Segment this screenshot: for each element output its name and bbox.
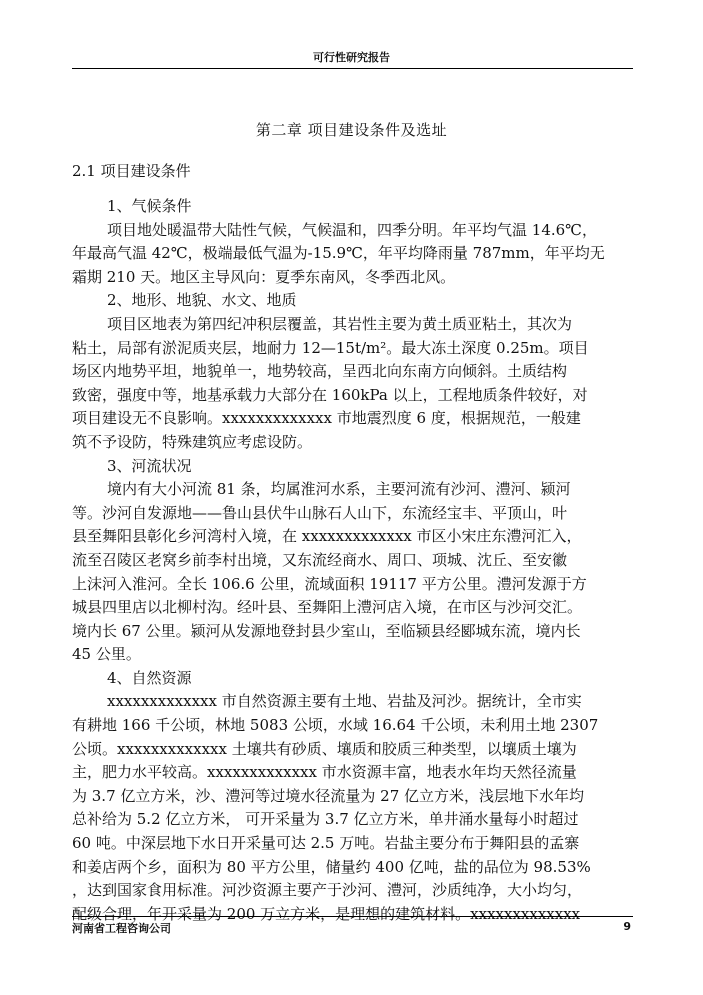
text-line: 县至舞阳县彰化乡河湾村入境，在 xxxxxxxxxxxxx 市区小宋庄东澧河汇入， [72,527,582,546]
text-line: 4、自然资源 [107,668,192,687]
text-line: xxxxxxxxxxxxx 市自然资源主要有土地、岩盐及河沙。据统计，全市实 [107,692,582,711]
text-line: 场区内地势平坦，地貌单一，地势较高，呈西北向东南方向倾斜。土质结构 [72,362,568,381]
text-line: 2、地形、地貌、水文、地质 [107,291,297,310]
footer-company: 河南省工程咨询公司 [72,922,171,935]
text-line: 60 吨。中深层地下水日开采量可达 2.5 万吨。岩盐主要分布于舞阳县的孟寨 [72,834,580,853]
text-line: 配级合理，年开采量为 200 万立方米，是理想的建筑材料。xxxxxxxxxxxxx [72,904,581,923]
chapter-title: 第二章 项目建设条件及选址 [255,121,448,139]
text-line: 1、气候条件 [107,197,192,215]
page-number: 9 [623,920,631,933]
text-line: 3、河流状况 [107,456,192,475]
text-line: 流至召陵区老窝乡前李村出境，又东流经商水、周口、项城、沈丘、至安徽 [72,550,568,569]
section-title: 2.1 项目建设条件 [72,162,191,180]
text-line: 公顷。xxxxxxxxxxxxx 土壤共有砂质、壤质和胶质三种类型，以壤质土壤为 [72,739,577,758]
text-line: 等。沙河自发源地——鲁山县伏牛山脉石人山下，东流经宝丰、平顶山，叶 [72,503,568,522]
text-line: 粘土，局部有淤泥质夹层，地耐力 12—15t/m²。最大冻土深度 0.25m。项目 [72,338,589,357]
text-line: 上沫河入淮河。全长 106.6 公里，流域面积 19117 平方公里。澧河发源于方 [72,574,587,593]
text-line: 总补给为 5.2 亿立方米， 可开采量为 3.7 亿立方米，单井涌水量每小时超过 [72,810,579,829]
text-line: 筑不予设防，特殊建筑应考虑设防。 [72,432,313,451]
header-rule [72,68,633,69]
text-line: 项目区地表为第四纪冲积层覆盖，其岩性主要为黄土质亚粘土，其次为 [107,314,573,333]
text-line: 城县四里店以北柳村沟。经叶县、至舞阳上澧河店入境，在市区与沙河交汇。 [72,598,583,617]
text-line: 主，肥力水平较高。xxxxxxxxxxxxx 市水资源丰富，地表水年均天然径流量 [72,763,577,782]
text-line: 境内有大小河流 81 条，均属淮河水系，主要河流有沙河、澧河、颍河 [107,480,571,499]
text-line: 境内长 67 公里。颍河从发源地登封县少室山，至临颍县经郾城东流，境内长 [72,621,581,640]
text-line: 45 公里。 [72,645,141,664]
text-line: 和姜店两个乡，面积为 80 平方公里，储量约 400 亿吨，盐的品位为 98.53% [72,857,591,876]
page-header-title: 可行性研究报告 [313,51,390,64]
text-line: 霜期 210 天。地区主导风向：夏季东南风，冬季西北风。 [72,267,456,286]
text-line: 为 3.7 亿立方米，沙、澧河等过境水径流量为 27 亿立方米，浅层地下水年均 [72,786,585,805]
text-line: 项目地处暖温带大陆性气候，气候温和，四季分明。年平均气温 14.6℃， [107,220,597,239]
text-line: 有耕地 166 千公顷，林地 5083 公顷，水域 16.64 千公顷，未利用土地 2307 [72,716,599,735]
text-line: 致密，强度中等，地基承载力大部分在 160kPa 以上，工程地质条件较好，对 [72,385,588,404]
text-line: ，达到国家食用标准。河沙资源主要产于沙河、澧河，沙质纯净，大小均匀， [72,881,583,900]
text-line: 项目建设无不良影响。xxxxxxxxxxxxx 市地震烈度 6 度，根据规范，一般建 [72,409,581,428]
body-text [72,195,633,926]
footer-rule [72,916,633,917]
text-line: 年最高气温 42℃，极端最低气温为-15.9℃，年平均降雨量 787mm，年平均无 [72,244,605,263]
